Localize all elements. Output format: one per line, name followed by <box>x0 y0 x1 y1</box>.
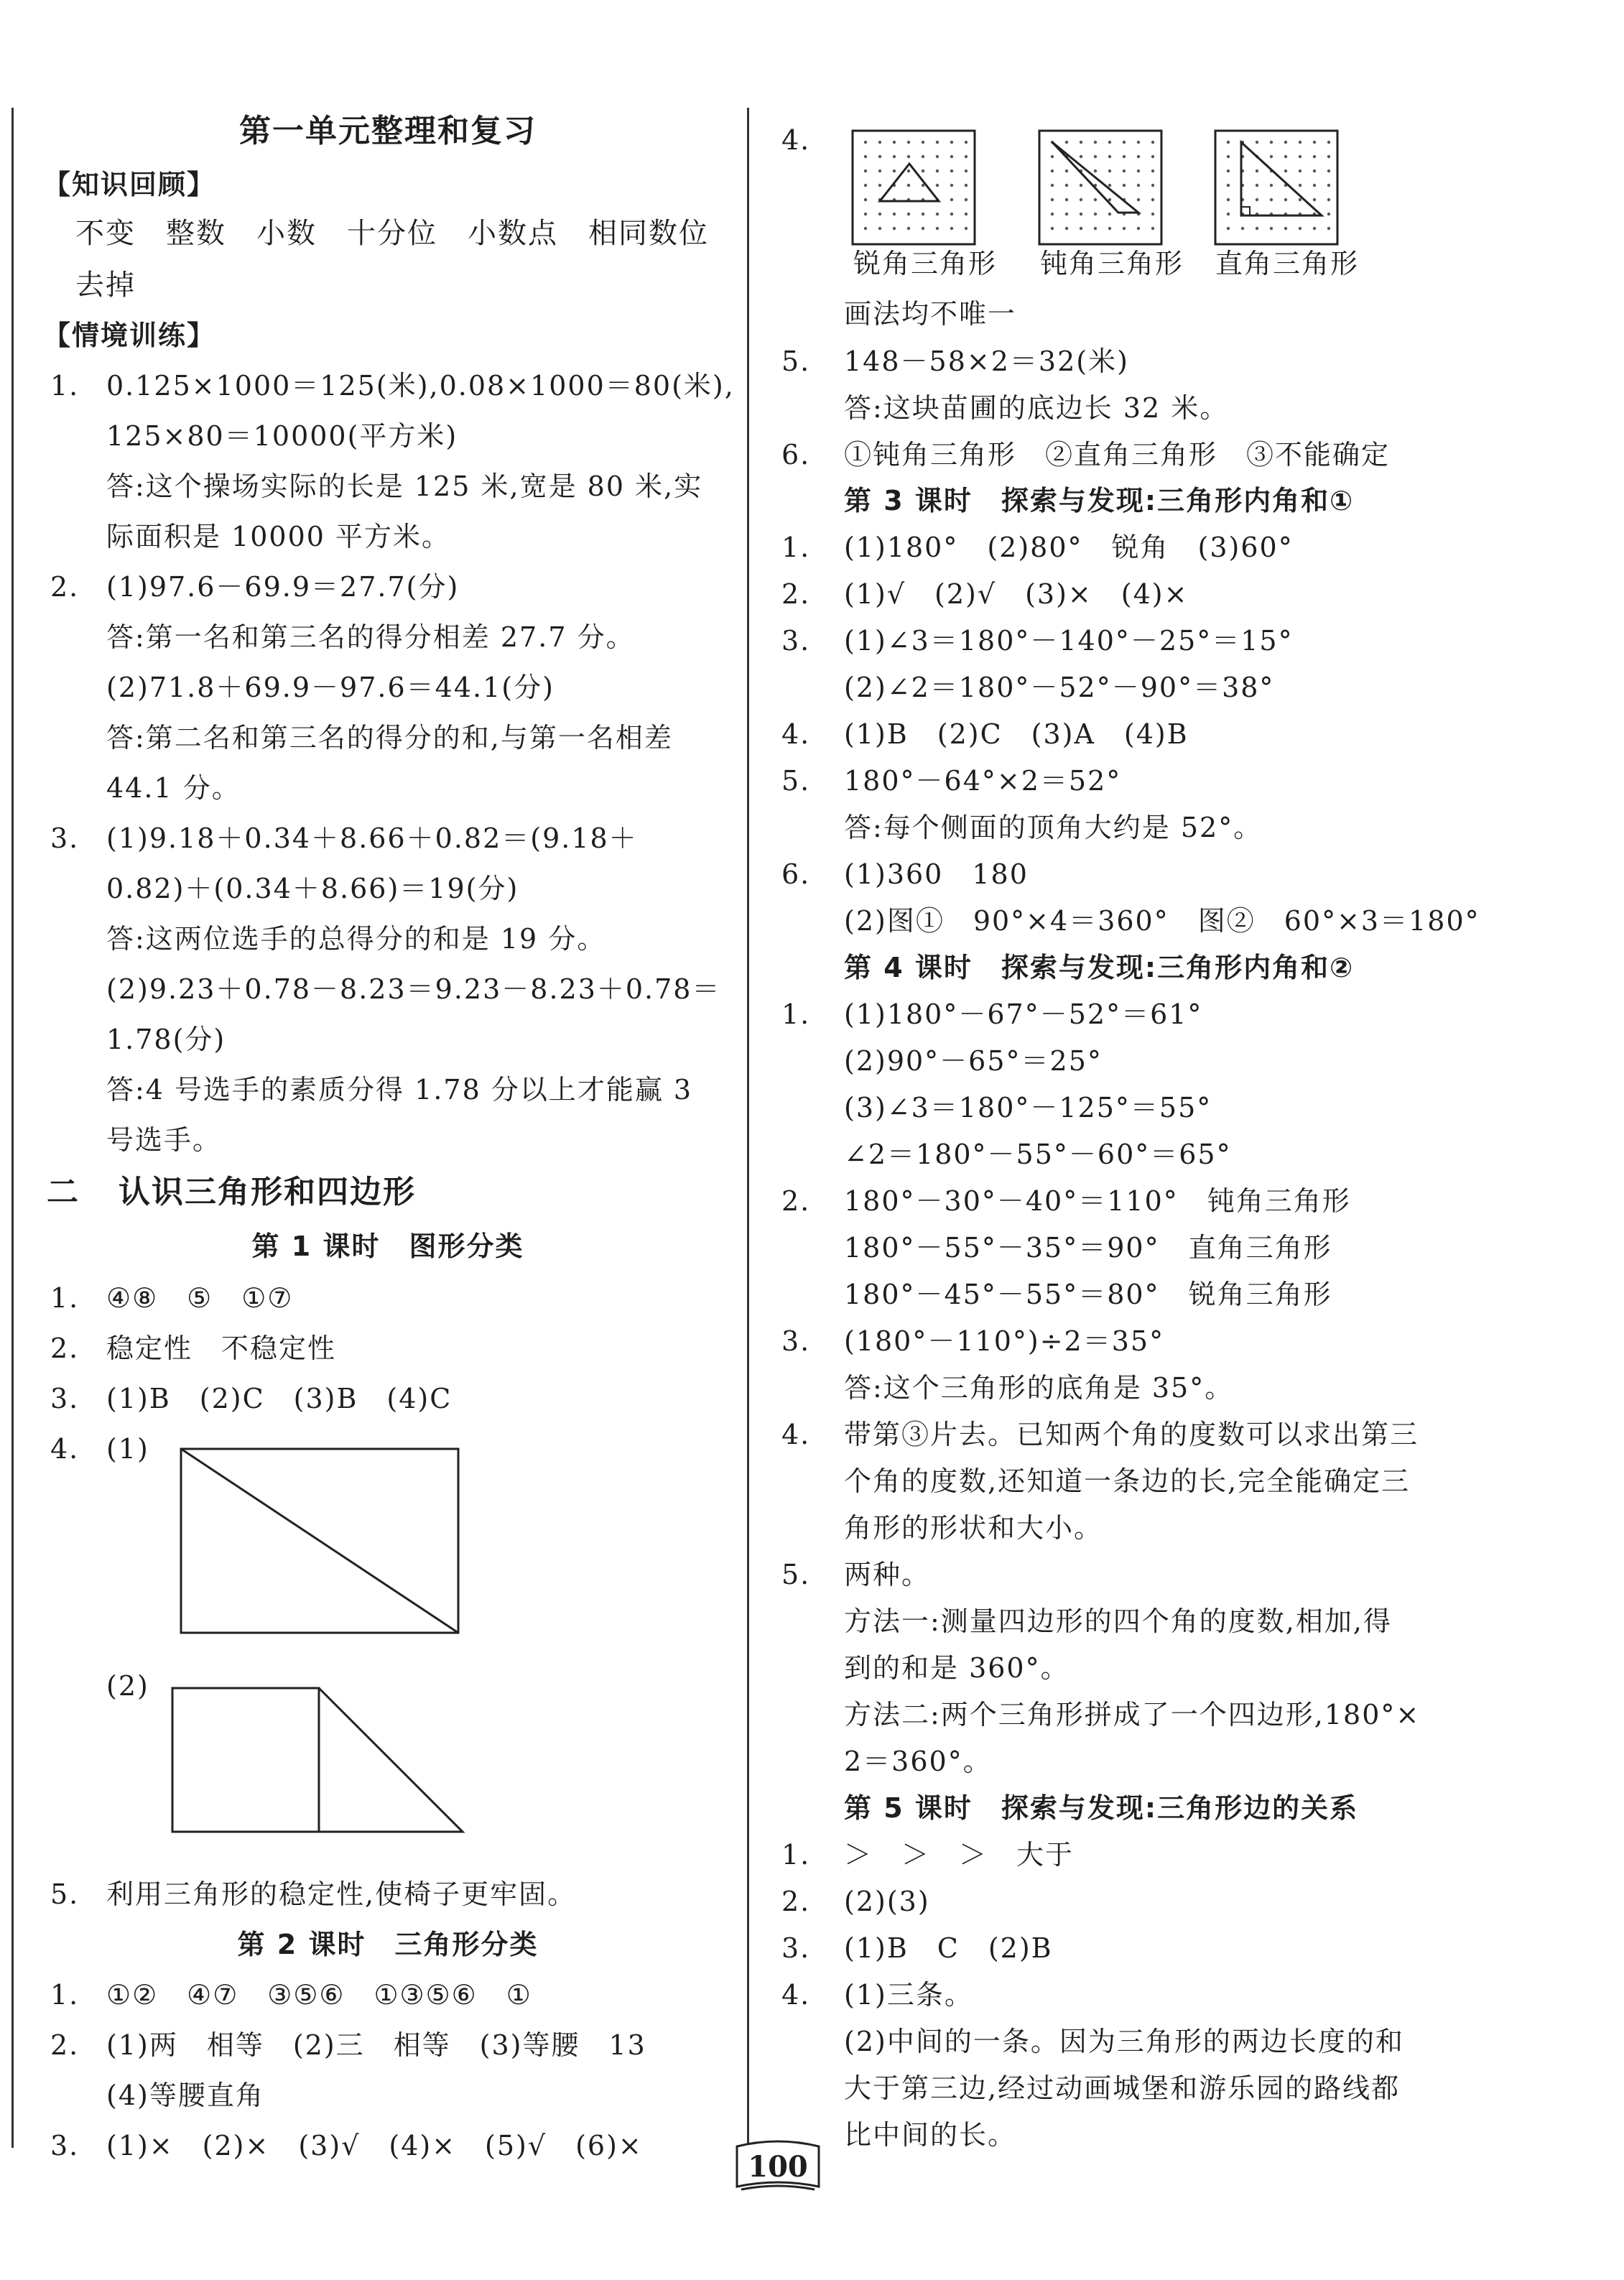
grid-dot <box>1151 170 1154 172</box>
answer-line: 方法一:测量四边形的四个角的度数,相加,得 <box>844 1605 1392 1637</box>
question-number: 4. <box>781 124 811 156</box>
grid-dot <box>1137 184 1140 187</box>
square-triangle-figure <box>171 1687 473 1838</box>
grid-dot <box>1327 213 1330 216</box>
lesson-title: 第 4 课时 探索与发现:三角形内角和② <box>844 952 1355 983</box>
grid-dot <box>1313 155 1316 158</box>
question-number: 3. <box>781 625 811 657</box>
question-number: 4. <box>781 1419 811 1450</box>
grid-dot <box>907 155 910 158</box>
grid-dot <box>878 170 881 172</box>
question-number: 4. <box>781 1979 811 2011</box>
grid-dot <box>1151 213 1154 216</box>
grid-dot <box>950 184 953 187</box>
grid-dot <box>1108 227 1111 230</box>
answer-line: 比中间的长。 <box>844 2119 1017 2151</box>
grid-dot <box>1051 198 1054 201</box>
grid-dot <box>1051 155 1054 158</box>
grid-dot <box>907 213 910 216</box>
answer-line: 两种。 <box>844 1559 931 1590</box>
grid-dot <box>1094 213 1097 216</box>
answer-line: 148－58×2＝32(米) <box>844 346 1129 377</box>
grid-dot <box>1227 198 1230 201</box>
grid-dot <box>1065 141 1068 144</box>
grid-dot <box>922 155 924 158</box>
grid-dot <box>1123 170 1126 172</box>
grid-dot <box>1270 198 1273 201</box>
grid-dot <box>1284 170 1287 172</box>
grid-dot <box>878 155 881 158</box>
answer-line: ∠2＝180°－55°－60°＝65° <box>844 1139 1232 1170</box>
grid-dot <box>864 227 867 230</box>
grid-dot <box>922 227 924 230</box>
answer-line: 答:这个三角形的底角是 35°。 <box>844 1372 1234 1404</box>
grid-dot <box>878 184 881 187</box>
right-triangle-grid-figure <box>1214 129 1343 251</box>
figure-label-right: 直角三角形 <box>1215 248 1360 279</box>
answer-line: (1)B C (2)B <box>844 1932 1053 1964</box>
grid-dot <box>864 141 867 144</box>
grid-dot <box>936 170 939 172</box>
answer-line: (1)97.6－69.9＝27.7(分) <box>106 571 460 603</box>
grid-dot <box>1137 227 1140 230</box>
answer-line: (2)71.8＋69.9－97.6＝44.1(分) <box>106 672 555 703</box>
grid-dot <box>1313 141 1316 144</box>
rectangle-diagonal-figure <box>180 1447 467 1641</box>
grid-dot <box>1284 198 1287 201</box>
answer-line: 画法均不唯一 <box>844 298 1017 330</box>
page-number: 100 <box>748 2150 808 2184</box>
acute-triangle-grid-figure <box>851 129 980 251</box>
answer-line: (1)B (2)C (3)B (4)C <box>106 1383 453 1414</box>
grid-dot <box>1270 141 1273 144</box>
grid-dot <box>1108 184 1111 187</box>
grid-dot <box>1065 198 1068 201</box>
grid-dot <box>1108 170 1111 172</box>
grid-dot <box>965 155 968 158</box>
grid-dot <box>1227 141 1230 144</box>
answer-line: (3)∠3＝180°－125°＝55° <box>844 1092 1212 1123</box>
answer-line: (2)∠2＝180°－52°－90°＝38° <box>844 672 1275 703</box>
answer-line: 个角的度数,还知道一条边的长,完全能确定三 <box>844 1465 1411 1497</box>
answer-line: (1)180°－67°－52°＝61° <box>844 998 1203 1030</box>
grid-dot <box>1327 155 1330 158</box>
answer-line: 180°－30°－40°＝110° 钝角三角形 <box>844 1185 1351 1217</box>
answer-line: 际面积是 10000 平方米。 <box>106 521 451 552</box>
grid-dot <box>1051 213 1054 216</box>
grid-dot <box>1299 198 1301 201</box>
answer-line: ①钝角三角形 ②直角三角形 ③不能确定 <box>844 439 1391 471</box>
section-title: 认识三角形和四边形 <box>119 1174 416 1210</box>
grid-dot <box>1284 227 1287 230</box>
grid-dot <box>965 184 968 187</box>
grid-dot <box>1137 198 1140 201</box>
grid-dot <box>1284 155 1287 158</box>
answer-line: 号选手。 <box>106 1124 222 1156</box>
unit-title: 第一单元整理和复习 <box>239 113 537 149</box>
grid-dot <box>1299 184 1301 187</box>
answer-line: ④⑧ ⑤ ①⑦ <box>106 1282 294 1314</box>
grid-dot <box>864 198 867 201</box>
section-number: 二 <box>47 1174 80 1210</box>
figure-label-obtuse: 钝角三角形 <box>1040 248 1184 279</box>
answer-line: 稳定性 不稳定性 <box>106 1333 337 1364</box>
question-number: 5. <box>781 1559 811 1590</box>
answer-line: (2)(3) <box>844 1886 930 1917</box>
grid-dot <box>893 155 896 158</box>
grid-dot <box>1094 155 1097 158</box>
training-tag: 【情境训练】 <box>43 320 216 351</box>
grid-dot <box>878 227 881 230</box>
question-number: 2. <box>50 1333 80 1364</box>
answer-line: 180°－45°－55°＝80° 锐角三角形 <box>844 1279 1332 1310</box>
grid-dot <box>936 227 939 230</box>
question-number: 2. <box>781 578 811 610</box>
question-number: 1. <box>781 1839 811 1871</box>
answer-line: (1)两 相等 (2)三 相等 (3)等腰 13 <box>106 2029 646 2061</box>
answer-line: 125×80＝10000(平方米) <box>106 420 458 452</box>
question-number: 1. <box>781 532 811 563</box>
answer-line: 180°－64°×2＝52° <box>844 765 1122 797</box>
grid-dot <box>965 213 968 216</box>
grid-dot <box>1256 184 1258 187</box>
grid-dot <box>1108 213 1111 216</box>
answer-line: 答:这两位选手的总得分的和是 19 分。 <box>106 923 606 955</box>
answer-line: (1)× (2)× (3)√ (4)× (5)√ (6)× <box>106 2130 643 2161</box>
grid-dot <box>1313 198 1316 201</box>
answer-line: ①② ④⑦ ③⑤⑥ ①③⑤⑥ ① <box>106 1979 532 2011</box>
grid-dot <box>1313 227 1316 230</box>
grid-dot <box>950 198 953 201</box>
grid-dot <box>1108 155 1111 158</box>
question-number: 5. <box>781 346 811 377</box>
question-number: 1. <box>781 998 811 1030</box>
grid-dot <box>1241 227 1244 230</box>
grid-dot <box>1080 184 1082 187</box>
grid-dot <box>950 213 953 216</box>
grid-dot <box>1080 227 1082 230</box>
grid-dot <box>864 213 867 216</box>
grid-dot <box>1327 141 1330 144</box>
lesson-title: 第 1 课时 图形分类 <box>251 1231 524 1262</box>
grid-dot <box>922 213 924 216</box>
answer-line: 答:第一名和第三名的得分相差 27.7 分。 <box>106 621 635 653</box>
grid-dot <box>878 213 881 216</box>
answer-line: 到的和是 360°。 <box>844 1652 1069 1684</box>
grid-dot <box>1080 155 1082 158</box>
grid-dot <box>1299 170 1301 172</box>
grid-dot <box>1123 155 1126 158</box>
grid-dot <box>1151 227 1154 230</box>
answer-line: ＞ ＞ ＞ 大于 <box>844 1839 1075 1871</box>
grid-dot <box>1151 141 1154 144</box>
grid-dot <box>1256 198 1258 201</box>
grid-dot <box>965 170 968 172</box>
answer-line: 180°－55°－35°＝90° 直角三角形 <box>844 1232 1332 1264</box>
grid-dot <box>1299 141 1301 144</box>
grid-dot <box>1299 155 1301 158</box>
answer-line: 方法二:两个三角形拼成了一个四边形,180°× <box>844 1699 1421 1730</box>
answer-line: (1)三条。 <box>844 1979 973 2011</box>
center-column-rule <box>747 108 749 2148</box>
question-number: 3. <box>50 1383 80 1414</box>
answer-line: (1)360 180 <box>844 858 1029 890</box>
lesson-title: 第 3 课时 探索与发现:三角形内角和① <box>844 485 1355 516</box>
answer-line: 利用三角形的稳定性,使椅子更牢固。 <box>106 1878 577 1910</box>
sub-label: (2) <box>106 1670 149 1702</box>
lesson-title: 第 5 课时 探索与发现:三角形边的关系 <box>844 1792 1359 1824</box>
review-words: 不变 整数 小数 十分位 小数点 相同数位 <box>75 217 709 250</box>
grid-dot <box>1327 170 1330 172</box>
grid-dot <box>1065 170 1068 172</box>
sub-label: (1) <box>106 1433 149 1465</box>
grid-dot <box>1108 141 1111 144</box>
grid-dot <box>965 141 968 144</box>
grid-dot <box>1313 170 1316 172</box>
question-number: 2. <box>50 571 80 603</box>
grid-dot <box>950 170 953 172</box>
review-tag: 【知识回顾】 <box>43 169 216 200</box>
answer-line: 角形的形状和大小。 <box>844 1512 1103 1544</box>
grid-dot <box>1123 227 1126 230</box>
grid-dot <box>1094 227 1097 230</box>
grid-dot <box>864 170 867 172</box>
grid-dot <box>936 184 939 187</box>
answer-line: (1)∠3＝180°－140°－25°＝15° <box>844 625 1294 657</box>
grid-dot <box>1137 155 1140 158</box>
grid-dot <box>1080 198 1082 201</box>
grid-dot <box>1256 227 1258 230</box>
figure-label-acute: 锐角三角形 <box>853 248 998 279</box>
answer-line: 2＝360°。 <box>844 1746 992 1777</box>
answer-line: 44.1 分。 <box>106 772 241 804</box>
obtuse-triangle-grid-figure <box>1038 129 1167 251</box>
review-words-2: 去掉 <box>75 269 136 302</box>
grid-dot <box>1094 141 1097 144</box>
question-number: 1. <box>50 370 80 402</box>
answer-line: (1)9.18＋0.34＋8.66＋0.82＝(9.18＋ <box>106 822 638 854</box>
grid-dot <box>1065 213 1068 216</box>
grid-dot <box>1123 184 1126 187</box>
left-margin-rule <box>11 108 14 2148</box>
grid-dot <box>922 170 924 172</box>
question-number: 2. <box>781 1886 811 1917</box>
question-number: 6. <box>781 858 811 890</box>
grid-dot <box>878 141 881 144</box>
grid-dot <box>1270 184 1273 187</box>
grid-dot <box>1270 155 1273 158</box>
grid-dot <box>1151 198 1154 201</box>
grid-dot <box>1051 227 1054 230</box>
answer-line: 带第③片去。已知两个角的度数可以求出第三 <box>844 1419 1419 1450</box>
grid-dot <box>1270 227 1273 230</box>
answer-line: 答:第二名和第三名的得分的和,与第一名相差 <box>106 722 673 754</box>
question-number: 3. <box>781 1325 811 1357</box>
grid-dot <box>864 184 867 187</box>
grid-dot <box>936 155 939 158</box>
grid-dot <box>1094 198 1097 201</box>
grid-dot <box>1227 170 1230 172</box>
grid-dot <box>1327 227 1330 230</box>
question-number: 4. <box>781 718 811 750</box>
question-number: 2. <box>781 1185 811 1217</box>
question-number: 2. <box>50 2029 80 2061</box>
grid-dot <box>1227 155 1230 158</box>
question-number: 6. <box>781 439 811 471</box>
grid-dot <box>1123 141 1126 144</box>
grid-dot <box>907 141 910 144</box>
grid-dot <box>907 170 910 172</box>
grid-dot <box>950 141 953 144</box>
lesson-title: 第 2 课时 三角形分类 <box>237 1929 539 1960</box>
answer-line: 答:这个操场实际的长是 125 米,宽是 80 米,实 <box>106 471 703 502</box>
grid-dot <box>907 184 910 187</box>
answer-line: (2)90°－65°＝25° <box>844 1045 1103 1077</box>
grid-dot <box>864 155 867 158</box>
grid-dot <box>893 227 896 230</box>
question-number: 3. <box>50 2130 80 2161</box>
grid-dot <box>893 213 896 216</box>
question-number: 1. <box>50 1979 80 2011</box>
answer-line: 0.82)＋(0.34＋8.66)＝19(分) <box>106 873 519 904</box>
grid-dot <box>1080 213 1082 216</box>
grid-dot <box>1299 227 1301 230</box>
grid-dot <box>1051 184 1054 187</box>
answer-line: (2)图① 90°×4＝360° 图② 60°×3＝180° <box>844 905 1480 937</box>
grid-dot <box>950 155 953 158</box>
answer-line: 答:这块苗圃的底边长 32 米。 <box>844 392 1229 424</box>
answer-line: 答:每个侧面的顶角大约是 52°。 <box>844 812 1263 843</box>
answer-line: (2)9.23＋0.78－8.23＝9.23－8.23＋0.78＝ <box>106 973 721 1005</box>
question-number: 5. <box>781 765 811 797</box>
grid-dot <box>922 141 924 144</box>
grid-dot <box>965 198 968 201</box>
answer-line: (180°－110°)÷2＝35° <box>844 1325 1165 1357</box>
grid-dot <box>1327 198 1330 201</box>
answer-line: 大于第三边,经过动画城堡和游乐园的路线都 <box>844 2072 1401 2104</box>
grid-dot <box>893 170 896 172</box>
grid-dot <box>950 227 953 230</box>
grid-dot <box>1227 227 1230 230</box>
grid-dot <box>1327 184 1330 187</box>
question-number: 3. <box>50 822 80 854</box>
grid-dot <box>1065 184 1068 187</box>
grid-dot <box>1137 170 1140 172</box>
question-number: 3. <box>781 1932 811 1964</box>
grid-dot <box>1151 184 1154 187</box>
grid-dot <box>1256 141 1258 144</box>
grid-dot <box>936 213 939 216</box>
grid-dot <box>1065 227 1068 230</box>
grid-dot <box>1227 184 1230 187</box>
grid-dot <box>936 141 939 144</box>
grid-dot <box>893 141 896 144</box>
grid-dot <box>1094 170 1097 172</box>
answer-line: (1)√ (2)√ (3)× (4)× <box>844 578 1189 610</box>
grid-dot <box>1080 141 1082 144</box>
answer-line: (2)中间的一条。因为三角形的两边长度的和 <box>844 2026 1404 2057</box>
question-number: 1. <box>50 1282 80 1314</box>
grid-dot <box>1151 155 1154 158</box>
answer-line: 答:4 号选手的素质分得 1.78 分以上才能赢 3 <box>106 1074 693 1106</box>
grid-dot <box>965 227 968 230</box>
answer-line: 0.125×1000＝125(米),0.08×1000＝80(米), <box>106 370 735 402</box>
answer-line: (1)B (2)C (3)A (4)B <box>844 718 1189 750</box>
answer-line: (1)180° (2)80° 锐角 (3)60° <box>844 532 1294 563</box>
grid-dot <box>1313 184 1316 187</box>
grid-dot <box>907 227 910 230</box>
grid-dot <box>1256 170 1258 172</box>
answer-line: 1.78(分) <box>106 1024 226 1055</box>
answer-line: (4)等腰直角 <box>106 2080 264 2111</box>
grid-dot <box>1227 213 1230 216</box>
grid-dot <box>1284 141 1287 144</box>
question-number: 4. <box>50 1433 80 1465</box>
grid-dot <box>1137 141 1140 144</box>
question-number: 5. <box>50 1878 80 1910</box>
grid-dot <box>1051 170 1054 172</box>
